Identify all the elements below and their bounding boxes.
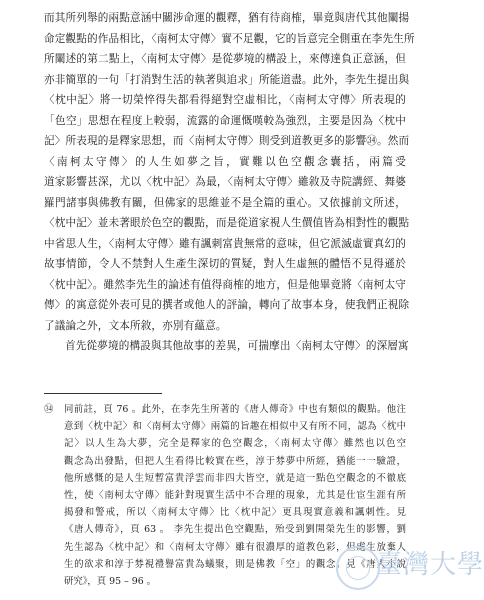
university-watermark — [336, 540, 484, 600]
text-line: 〈枕中記〉將一切榮悴得失都看得絕對空虛相比，〈南柯太守傳〉所表現的 — [44, 94, 406, 106]
text-line: 羅門諸事與佛教有關，但佛家的思維並不是全篇的重心。又依據前文所述， — [44, 196, 406, 209]
paragraph-continued — [44, 8, 415, 336]
text-line: 首先從夢境的構設與其他故事的差異，可揣摩出〈南柯太守傳〉的深層寓 — [65, 340, 409, 352]
footnote-divider — [44, 393, 162, 394]
text-line: 〈南柯太守傳〉的人生如夢之旨，實難以色空觀念囊括，兩篇受 — [44, 155, 406, 168]
text-line: 記〉所表現的是釋家思想，而〈南柯太守傳〉則受到道教更多的影響㉞。然而 — [44, 135, 410, 147]
paragraph-new — [44, 336, 409, 357]
footnote-line: 先生認為〈枕中記〉和〈南柯太守傳〉雖有很濃厚的道教色彩，但處生放棄人 — [64, 541, 406, 553]
text-line: 傳〉的寓意從外表可見的撰者或他人的評論，轉向了故事本身，使我們正視除 — [44, 299, 410, 311]
text-line: 道家影響甚深，尤以〈枕中記〉為最，〈南柯太守傳〉雖敘及寺院講經、舞婆 — [44, 176, 406, 188]
text-line: 「色空」思想在程度上較弱，流露的命運慨嘆較為強烈，主要是因為〈枕中 — [44, 114, 406, 127]
footnote-line: 意到〈枕中記〉和〈南柯太守傳〉兩篇的旨趣在相似中又有所不同，認為〈枕中 — [64, 421, 406, 433]
footnote-line: 生的欲求和淳于棼視禮譽富貴為蟻聚，則是佛教「空」的觀念。見《唐人小說 — [64, 558, 406, 570]
text-line: 而其所列舉的兩點意涵中關涉命運的觀釋，猶有待商榷，畢竟與唐代其他闡揚 — [44, 12, 410, 24]
seal-inner-ring — [346, 556, 370, 580]
text-line: 故事情節，令人不禁對人生產生深切的質疑，對人生虛無的體悟不見得遜於 — [44, 258, 406, 270]
text-line: 命定觀點的作品相比，〈南柯太守傳〉實不足觀，它的旨意完全側重在李先生所 — [44, 32, 415, 45]
seal-icon — [336, 546, 380, 590]
text-line: 〈枕中記〉並未著眼於色空的觀點，而是從道家視人生價值皆為相對性的觀點 — [44, 217, 410, 229]
footnote-line: 同前註，頁 76 。此外，在李先生所著的《唐人傳奇》中也有類似的觀點。他注 — [64, 404, 406, 415]
text-line: 亦非簡單的一句「打消對生活的執著與追求」所能道盡。此外，李先生提出與 — [44, 73, 410, 86]
text-line: 了議論之外，文本所敘，亦別有蘊意。 — [44, 319, 227, 332]
footnote-line: 他所感慨的是人生短暫富貴浮雲而非四大皆空，就是這一點色空觀念的不徹底 — [64, 472, 406, 484]
footnote-line: 觀念為出發點，但把人生看得比較實在些，淳于棼夢中所經，猶能一一驗證， — [64, 455, 406, 467]
footnote-line: 性，使〈南柯太守傳〉能針對現實生活中不合理的現象，尤其是仕宦生涯有所 — [64, 490, 406, 502]
text-line: 所闡述的第二點上，〈南柯太守傳〉是從夢境的構設上，來傳達負正意涵，但 — [44, 53, 406, 65]
footnote-mark: ㉞ — [44, 404, 54, 415]
watermark-text: 臺灣大學 — [376, 550, 484, 580]
footnote-line: 揭發和警戒，所以〈南柯太守傳〉比〈枕中記〉更具現實意義和諷刺性。見 — [64, 507, 406, 519]
text-line: 中省思人生，〈南柯太守傳〉雖有諷刺富貴無常的意味，但它派滅虛實真幻的 — [44, 237, 406, 250]
footnote-line: 研究》，頁 95 – 96 。 — [64, 576, 157, 588]
body-text — [44, 8, 415, 357]
footnote-line: 《唐人傳奇》，頁 63 。 李先生提出色空觀點，殆受到劉開榮先生的影響，劉 — [64, 524, 406, 536]
text-line: 〈枕中記〉。雖然李先生的論述有值得商榷的地方，但是他畢竟將〈南柯太守 — [44, 278, 406, 291]
footnote-line: 記〉以人生為大夢，完全是釋家的色空觀念，〈南柯太守傳〉雖然也以色空 — [64, 438, 406, 450]
